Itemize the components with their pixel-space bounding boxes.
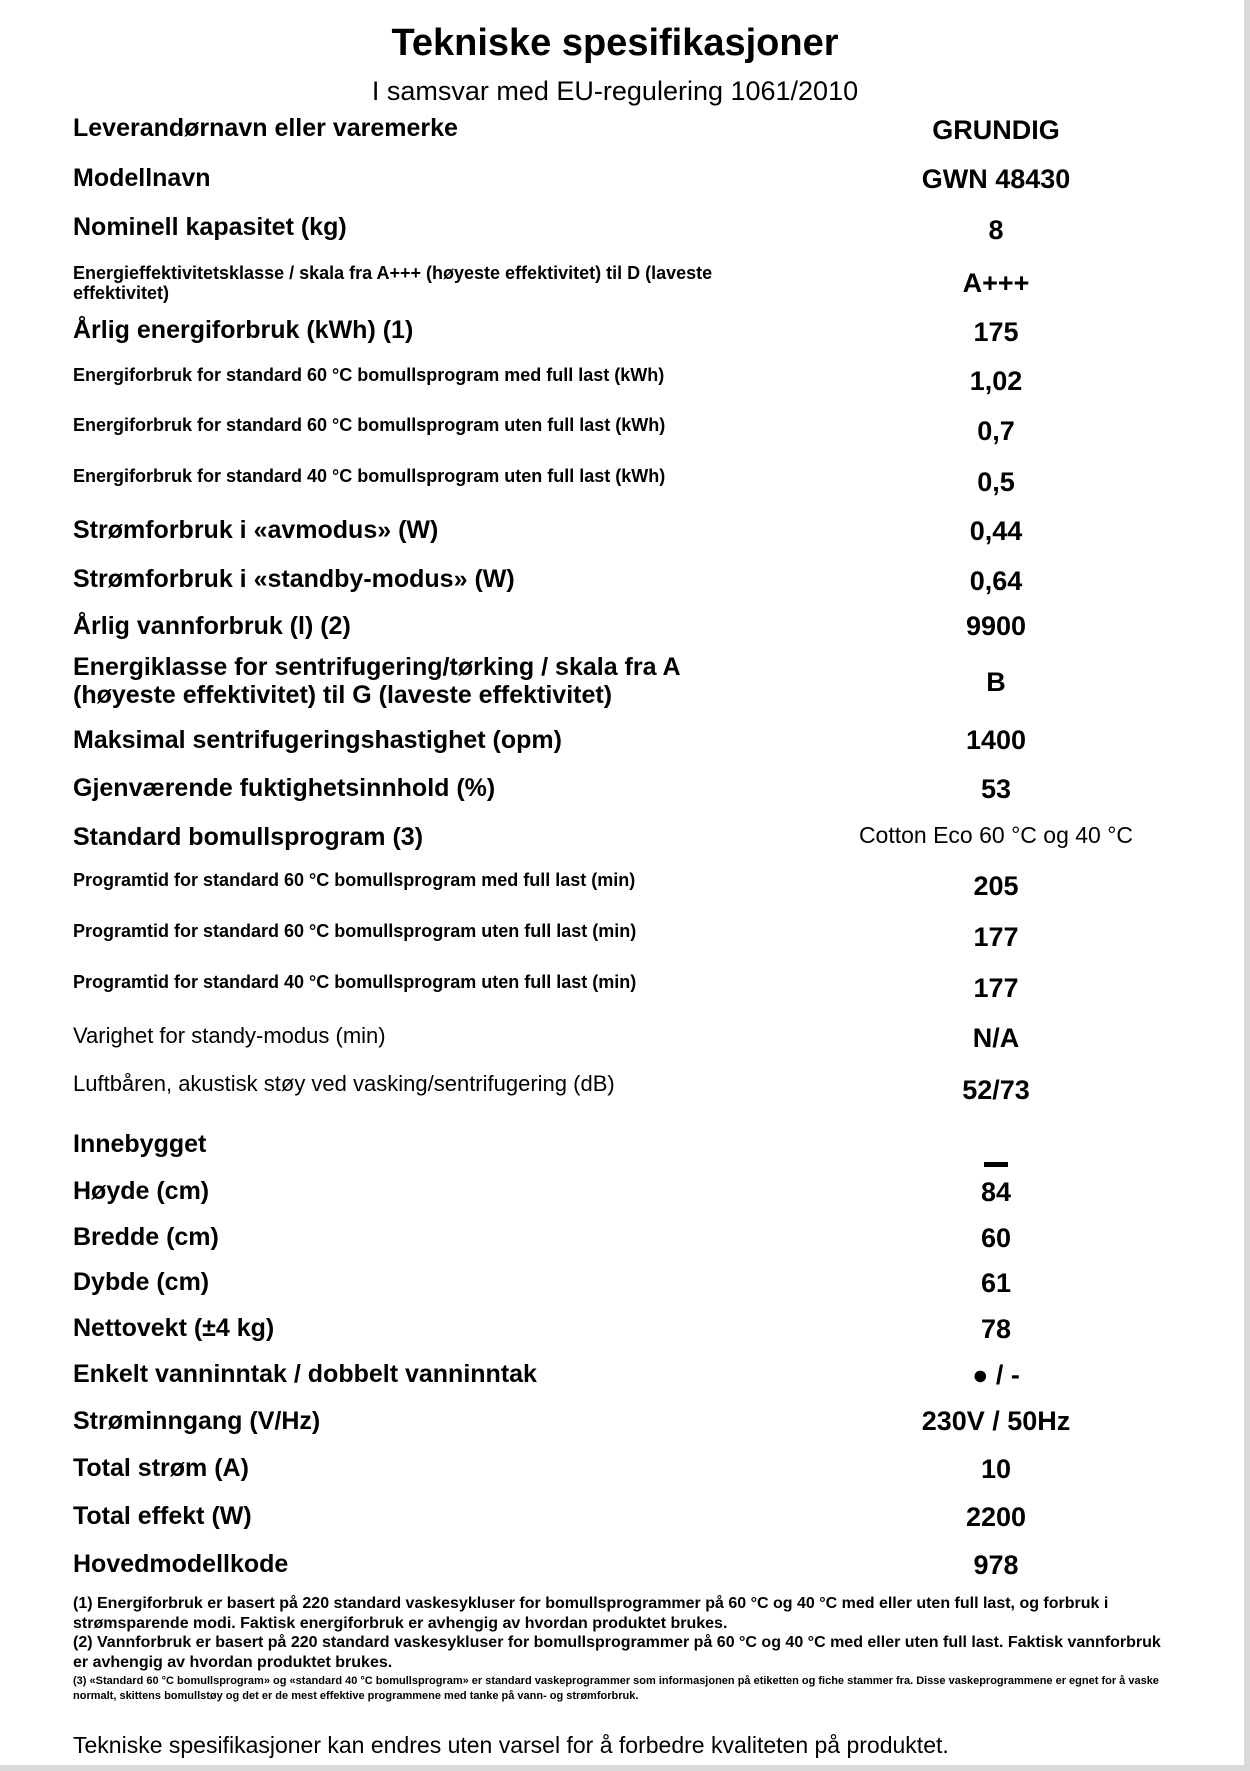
footnote-2: (2) Vannforbruk er basert på 220 standard vaskesykluser for bomullsprogrammer på 60 °C og 40 °C med eller uten full last. Faktisk vannforbruk er avhengig av hvordan produktet brukes.: [73, 1634, 1161, 1671]
spec-label: Innebygget: [73, 1130, 207, 1158]
spec-label: Maksimal sentrifugeringshastighet (opm): [73, 726, 562, 754]
spec-label: Energiforbruk for standard 60 °C bomullsprogram uten full last (kWh): [73, 415, 666, 435]
spec-value: 1400: [965, 725, 1027, 755]
spec-value: 0,7: [977, 416, 1015, 446]
spec-label: Energiforbruk for standard 40 °C bomullsprogram uten full last (kWh): [73, 466, 666, 486]
spec-label: Nominell kapasitet (kg): [73, 213, 347, 241]
footnote-1: (1) Energiforbruk er basert på 220 standard vaskesykluser for bomullsprogrammer på 60 °C og 40 °C med eller uten full last, og forbruk i strømsparende modi. Faktisk energiforbruk er avhengig av hvordan produktet brukes.: [73, 1595, 1109, 1632]
spec-label: Total strøm (A): [73, 1454, 249, 1482]
spec-value: 61: [980, 1268, 1012, 1298]
spec-value: A+++: [962, 268, 1030, 298]
page-subtitle: I samsvar med EU-regulering 1061/2010: [371, 76, 859, 106]
page-title: Tekniske spesifikasjoner: [391, 22, 839, 64]
spec-label: Nettovekt (±4 kg): [73, 1314, 275, 1342]
footnote-3: (3) «Standard 60 °C bomullsprogram» og «standard 40 °C bomullsprogram» er standard vaskeprogrammer som informasjonen på etiketten og fiche stammer fra. Disse vaskeprogrammene er egnet for å vaske normalt, skittens bomullstøy og det er de mest effektive programmene med tanke på vann- og strømforbruk.: [73, 1675, 1159, 1702]
spec-label: Årlig energiforbruk (kWh) (1): [73, 316, 414, 344]
spec-label: Enkelt vanninntak / dobbelt vanninntak: [73, 1360, 537, 1388]
spec-label: Energieffektivitetsklasse / skala fra A+++ (høyeste effektivitet) til D (laveste effektivitet): [73, 263, 713, 304]
spec-value: 177: [973, 922, 1019, 952]
spec-label: Programtid for standard 40 °C bomullsprogram uten full last (min): [73, 972, 637, 992]
spec-value: 10: [980, 1454, 1012, 1484]
spec-label: Gjenværende fuktighetsinnhold (%): [73, 774, 496, 802]
spec-label: Energiforbruk for standard 60 °C bomullsprogram med full last (kWh): [73, 365, 665, 385]
page-edge-right: [1244, 0, 1250, 1771]
spec-label: Leverandørnavn eller varemerke: [73, 114, 458, 142]
spec-value: GWN 48430: [921, 164, 1071, 194]
spec-value: 8: [988, 215, 1004, 245]
spec-label: Energiklasse for sentrifugering/tørking / skala fra A (høyeste effektivitet) til G (laveste effektivitet): [73, 653, 680, 709]
spec-value: 78: [980, 1314, 1012, 1344]
spec-label: Dybde (cm): [73, 1268, 210, 1296]
spec-label: Total effekt (W): [73, 1502, 252, 1530]
spec-label: Luftbåren, akustisk støy ved vasking/sentrifugering (dB): [73, 1071, 615, 1096]
spec-value: 177: [973, 973, 1019, 1003]
spec-value: 0,44: [969, 516, 1023, 546]
spec-value: 2200: [965, 1502, 1027, 1532]
spec-label: Høyde (cm): [73, 1177, 210, 1205]
spec-label: Programtid for standard 60 °C bomullsprogram med full last (min): [73, 870, 636, 890]
spec-value: 230V / 50Hz: [921, 1406, 1071, 1436]
spec-label: Strømforbruk i «standby-modus» (W): [73, 565, 515, 593]
spec-label: Årlig vannforbruk (l) (2): [73, 612, 351, 640]
spec-value: 84: [980, 1177, 1012, 1207]
spec-label: Strøminngang (V/Hz): [73, 1407, 321, 1435]
spec-value: ● / -: [972, 1360, 1020, 1390]
spec-value: 52/73: [962, 1075, 1030, 1105]
spec-value: GRUNDIG: [932, 115, 1060, 145]
spec-value: 9900: [965, 611, 1027, 641]
dash-mark: [984, 1162, 1008, 1167]
spec-value: 205: [973, 871, 1019, 901]
footer-disclaimer: Tekniske spesifikasjoner kan endres uten varsel for å forbedre kvaliteten på produktet.: [73, 1732, 949, 1758]
spec-label: Strømforbruk i «avmodus» (W): [73, 516, 439, 544]
spec-label: Standard bomullsprogram (3): [73, 823, 424, 851]
spec-value: 0,5: [977, 467, 1015, 497]
spec-value: 53: [980, 774, 1012, 804]
spec-value: Cotton Eco 60 °C og 40 °C: [858, 822, 1134, 848]
spec-label: Hovedmodellkode: [73, 1550, 289, 1578]
page-edge-bottom: [0, 1765, 1250, 1771]
spec-label: Bredde (cm): [73, 1223, 219, 1251]
spec-label: Varighet for standy-modus (min): [73, 1023, 386, 1048]
spec-value: 0,64: [969, 566, 1023, 596]
spec-label: Modellnavn: [73, 164, 211, 192]
spec-value: 60: [980, 1223, 1012, 1253]
footnotes: [73, 1594, 1173, 1704]
spec-value: 175: [973, 317, 1019, 347]
spec-value: 978: [973, 1550, 1019, 1580]
spec-label: Programtid for standard 60 °C bomullsprogram uten full last (min): [73, 921, 637, 941]
spec-value: 1,02: [969, 366, 1023, 396]
spec-value: B: [986, 667, 1006, 697]
spec-value: N/A: [972, 1023, 1020, 1053]
